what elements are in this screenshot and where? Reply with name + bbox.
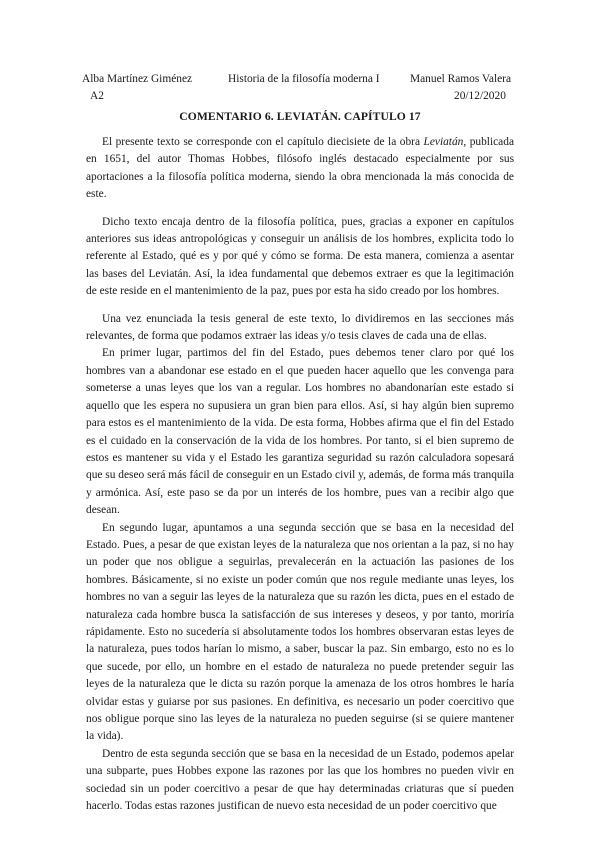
paragraph-5: En segundo lugar, apuntamos a una segunda sección que se basa en la necesidad del Estado. Pues, a pesar de que existan leyes de la naturaleza que nos orientan a la paz, si no hay un poder que nos obligue a seguirlas, prevalecerán en la actuación las pasiones de los hombres. Básicamente, si no existe un poder común que nos regule mediante unas leyes, los hombres no van a seguir las leyes de la naturaleza que su razón les dicta, pues en el estado de naturaleza cada hombre busca la satisfacción de sus intereses y deseos, y por tanto, moriría rápidamente. Esto no sucedería si absolutamente todos los hombres observaran estas leyes de la naturaleza, pues todos harían lo mismo, a saber, buscar la paz. Sin embargo, esto no es lo que sucede, por ello, un hombre en el estado de naturaleza no puede pretender seguir las leyes de la naturaleza que le dicta su razón porque la amenaza de los otros hombres le haría olvidar estas y guiarse por sus pasiones. En definitiva, es necesario un poder coercitivo que nos obligue porque sino las leyes de la naturaleza no pueden seguirse (si se quiere mantener la vida). xyxy=(86,521,514,743)
paragraph-2: Dicho texto encaja dentro de la filosofía política, pues, gracias a exponer en capítulos anteriores sus ideas antropológicas y conseguir un análisis de los hombres, explicita todo lo referente al Estado, qué es y por qué y cómo se forma. De esta manera, comienza a asentar las bases del Leviatán. Así, la idea fundamental que debemos extraer es que la legitimación de este reside en el mantenimiento de la paz, pues por esta ha sido creado por los hombres. xyxy=(86,215,514,298)
document-title: COMENTARIO 6. LEVIATÁN. CAPÍTULO 17 xyxy=(179,110,421,123)
book-title: Leviatán xyxy=(423,136,464,148)
paragraph-1 xyxy=(86,134,514,204)
paragraph-3: Una vez enunciada la tesis general de este texto, lo dividiremos en las secciones más relevantes, de forma que podamos extraer las ideas y/o tesis claves de cada una de ellas. xyxy=(86,312,514,343)
professor-name: Manuel Ramos Valera xyxy=(410,73,512,85)
subject-name: Historia de la filosofía moderna I xyxy=(228,73,380,85)
author-name: Alba Martínez Giménez xyxy=(82,73,193,85)
paragraph-6: Dentro de esta segunda sección que se basa en la necesidad de un Estado, podemos apelar una subparte, pues Hobbes expone las razones por las que los hombres no pueden vivir en sociedad sin un poder coercitivo a pesar de que hay determinadas criaturas que sí pueden hacerlo. Todas estas razones justifican de nuevo esta necesidad de un poder coercitivo que xyxy=(86,747,514,813)
paragraph-4: En primer lugar, partimos del fin del Estado, pues debemos tener claro por qué los hombres van a abandonar ese estado en el que pueden hacer aquello que les convenga para someterse a unas leyes que los van a regular. Los hombres no abandonarían este estado si aquello que les espera no supusiera un gran bien para ellos. Así, si hay algún bien supremo para estos es el mantenimiento de la vida. De esta forma, Hobbes afirma que el fin del Estado es el cuidado en la conservación de la vida de los hombres. Por tanto, si el bien supremo de estos es mantener su vida y el Estado les garantiza seguridad su razón calculadora sopesará que su deseo será más fácil de conseguir en un Estado civil y, además, de forma más tranquila y armónica. Así, este paso se da por un interés de los hombre, pues van a recibir algo que desean. xyxy=(86,347,514,517)
group-label: A2 xyxy=(90,90,104,102)
paragraph-1-end: , publicada en 1651, del autor Thomas Hobbes, filósofo inglés destacado especialmente por sus aportaciones a la filosofía política moderna, siendo la obra mencionada la más conocida de este. xyxy=(86,136,514,201)
document-body xyxy=(86,134,514,815)
document-date: 20/12/2020 xyxy=(454,90,506,102)
paragraph-1-start: El presente texto se corresponde con el capítulo diecisiete de la obra xyxy=(102,136,424,148)
